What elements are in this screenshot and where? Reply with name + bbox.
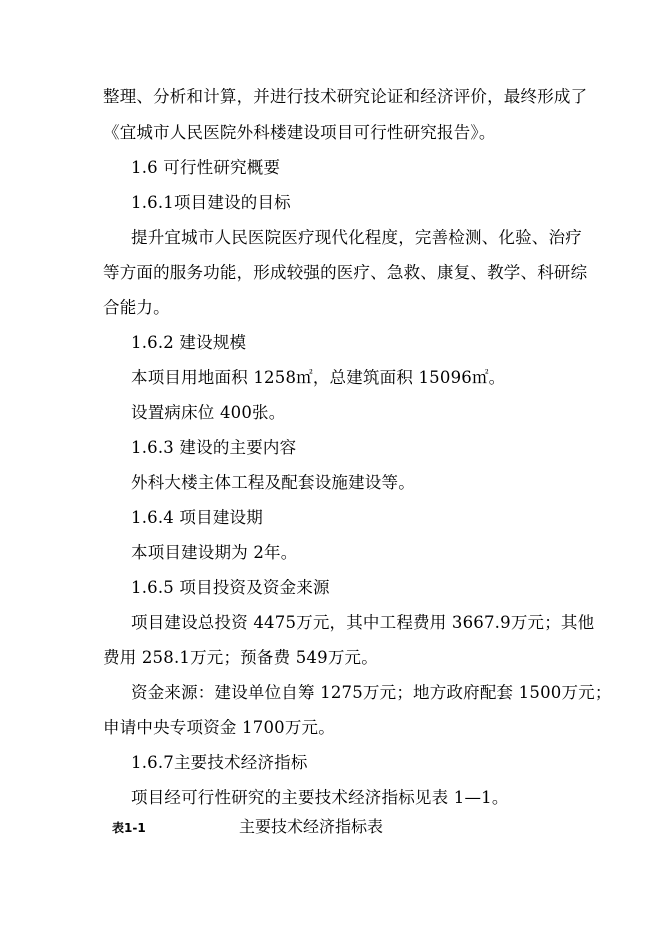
paragraph-text: 设置病床位 400张。 xyxy=(131,403,286,422)
subsection-heading: 1.6.1项目建设的目标 xyxy=(131,193,291,212)
paragraph-text: 提升宜城市人民医院医疗现代化程度，完善检测、化验、治疗 xyxy=(131,228,582,247)
subsection-heading: 1.6.7主要技术经济指标 xyxy=(131,753,308,772)
paragraph-text: 整理、分析和计算，并进行技术研究论证和经济评价，最终形成了 xyxy=(103,87,588,106)
paragraph-text: 外科大楼主体工程及配套设施建设等。 xyxy=(131,473,415,492)
paragraph-text: 等方面的服务功能，形成较强的医疗、急救、康复、教学、科研综 xyxy=(103,263,588,282)
paragraph-text: 费用 258.1万元；预备费 549万元。 xyxy=(103,648,378,667)
subsection-heading: 1.6.2 建设规模 xyxy=(131,333,247,352)
subsection-heading: 1.6.3 建设的主要内容 xyxy=(131,438,297,457)
paragraph-text: 合能力。 xyxy=(103,298,170,317)
paragraph-text: 本项目建设期为 2年。 xyxy=(131,543,298,562)
paragraph-text: 资金来源：建设单位自筹 1275万元；地方政府配套 1500万元； xyxy=(131,683,612,702)
subsection-heading: 1.6.4 项目建设期 xyxy=(131,508,263,527)
section-heading: 1.6 可行性研究概要 xyxy=(131,158,281,177)
paragraph-text: 项目建设总投资 4475万元，其中工程费用 3667.9万元；其他 xyxy=(131,613,595,632)
paragraph-text: 项目经可行性研究的主要技术经济指标见表 1—1。 xyxy=(131,788,509,807)
table-caption-label: 表1-1 xyxy=(112,821,146,835)
report-title-text: 《宜城市人民医院外科楼建设项目可行性研究报告》。 xyxy=(103,123,496,142)
table-caption-title: 主要技术经济指标表 xyxy=(239,817,384,836)
subsection-heading: 1.6.5 项目投资及资金来源 xyxy=(131,578,330,597)
paragraph-text: 申请中央专项资金 1700万元。 xyxy=(103,718,335,737)
paragraph-text: 本项目用地面积 1258㎡，总建筑面积 15096㎡。 xyxy=(131,368,506,387)
